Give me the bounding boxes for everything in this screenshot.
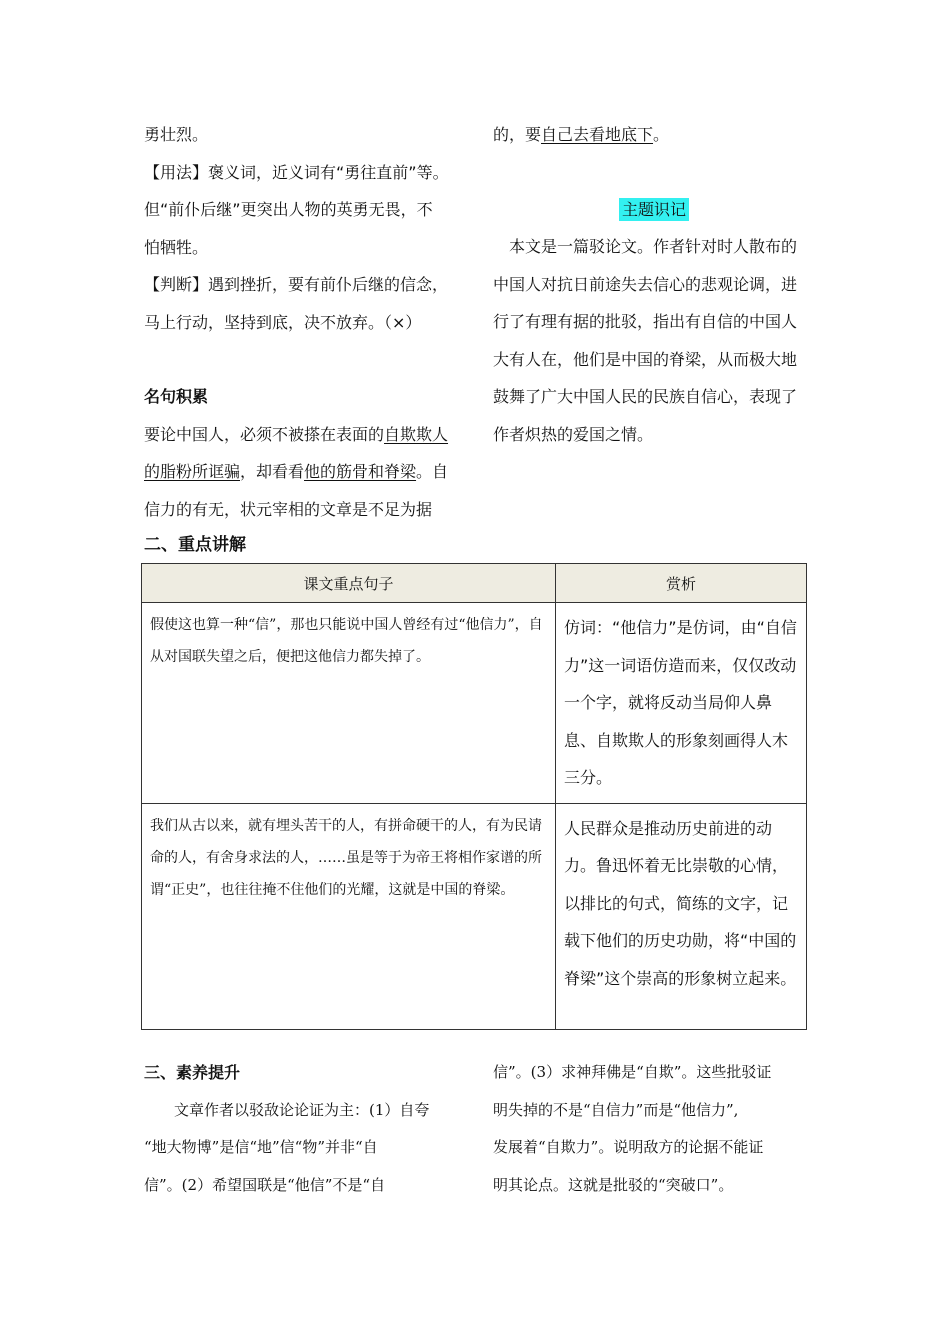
body-line: “地大物博”是信“地”信“物”并非“自 <box>144 1138 378 1156</box>
body-line: 文章作者以驳敌论论证为主：(1）自夸 <box>174 1100 430 1119</box>
underlined-phrase: 的脂粉所诓骗 <box>144 462 241 481</box>
lower-right-column <box>493 1054 815 1204</box>
key-sentences-table <box>141 563 807 1030</box>
judge-line: 马上行动，坚持到底，决不放弃。（×） <box>144 312 422 332</box>
underlined-phrase: 自己去看地底下 <box>541 125 654 144</box>
table-row <box>142 603 807 804</box>
judge-line: 【判断】遇到挫折，要有前仆后继的信念， <box>144 275 449 294</box>
column-header: 课文重点句子 <box>142 564 556 603</box>
theme-line: 大有人在，他们是中国的脊梁，从而极大地 <box>493 349 798 369</box>
body-line: 明失掉的不是“自信力”而是“他信力”, <box>493 1100 739 1119</box>
table-row <box>142 803 807 1029</box>
theme-line: 行了有理有据的批驳，指出有自信的中国人 <box>493 312 798 331</box>
famous-quotes-title: 名句积累 <box>144 387 209 406</box>
body-line: 信”。(3）求神拜佛是“自欺”。这些批驳证 <box>493 1063 772 1081</box>
sentence-cell: 假使这也算一种“信”，那也只能说中国人曾经有过“他信力”，自从对国联失望之后，便把这他信力都失掉了。 <box>142 603 556 804</box>
section-heading: 三、素养提升 <box>144 1063 241 1082</box>
analysis-cell: 人民群众是推动历史前进的动力。鲁迅怀着无比崇敬的心情，以排比的句式，简练的文字，记载下他们的历史功勋，将“中国的脊梁”这个崇高的形象树立起来。 <box>556 803 807 1029</box>
analysis-cell: 仿词：“他信力”是仿词，由“自信力”这一词语仿造而来，仅仅改动一个字，就将反动当局仰人鼻息、自欺欺人的形象刻画得人木三分。 <box>556 603 807 804</box>
famous-quote: 的脂粉所诓骗，却看看他的筋骨和脊梁。自 <box>144 462 449 481</box>
table-header-row <box>142 564 807 603</box>
usage-line: 但“前仆后继”更突出人物的英勇无畏，不 <box>144 200 433 219</box>
body-line: 发展着“自欺力”。说明敌方的论据不能证 <box>493 1138 764 1156</box>
theme-line: 作者炽热的爱国之情。 <box>493 424 654 444</box>
famous-quote: 信力的有无，状元宰相的文章是不足为据 <box>144 499 433 519</box>
continued-line: 勇壮烈。 <box>144 125 209 144</box>
sentence-cell: 我们从古以来，就有埋头苦干的人，有拼命硬干的人，有为民请命的人，有舍身求法的人，……虽是等于为帝王将相作家谱的所谓“正史”，也往往掩不住他们的光耀，这就是中国的脊梁。 <box>142 803 556 1029</box>
upper-right-column <box>493 116 815 453</box>
lower-left-column <box>144 1054 466 1204</box>
underlined-phrase: 自欺欺人 <box>384 424 449 444</box>
theme-line: 本文是一篇驳论文。作者针对时人散布的 <box>509 237 798 256</box>
column-header: 赏析 <box>556 564 807 603</box>
upper-left-column <box>144 116 462 528</box>
theme-line: 中国人对抗日前途失去信心的悲观论调，进 <box>493 274 798 294</box>
theme-title-row <box>493 191 815 229</box>
body-line: 信”。(2）希望国联是“他信”不是“自 <box>144 1175 386 1194</box>
underlined-phrase: 他的筋骨和脊梁 <box>304 462 417 481</box>
continued-quote: 的，要自己去看地底下。 <box>493 125 670 144</box>
famous-quote: 要论中国人，必须不被搽在表面的自欺欺人 <box>144 424 449 444</box>
usage-line: 【用法】褒义词，近义词有“勇往直前”等。 <box>144 162 449 182</box>
theme-line: 鼓舞了广大中国人民的民族自信心，表现了 <box>493 387 798 406</box>
section-heading: 二、重点讲解 <box>144 535 246 555</box>
usage-line: 怕牺牲。 <box>144 237 209 257</box>
body-line: 明其论点。这就是批驳的“突破口”。 <box>493 1175 734 1194</box>
theme-title: 主题识记 <box>619 198 689 221</box>
